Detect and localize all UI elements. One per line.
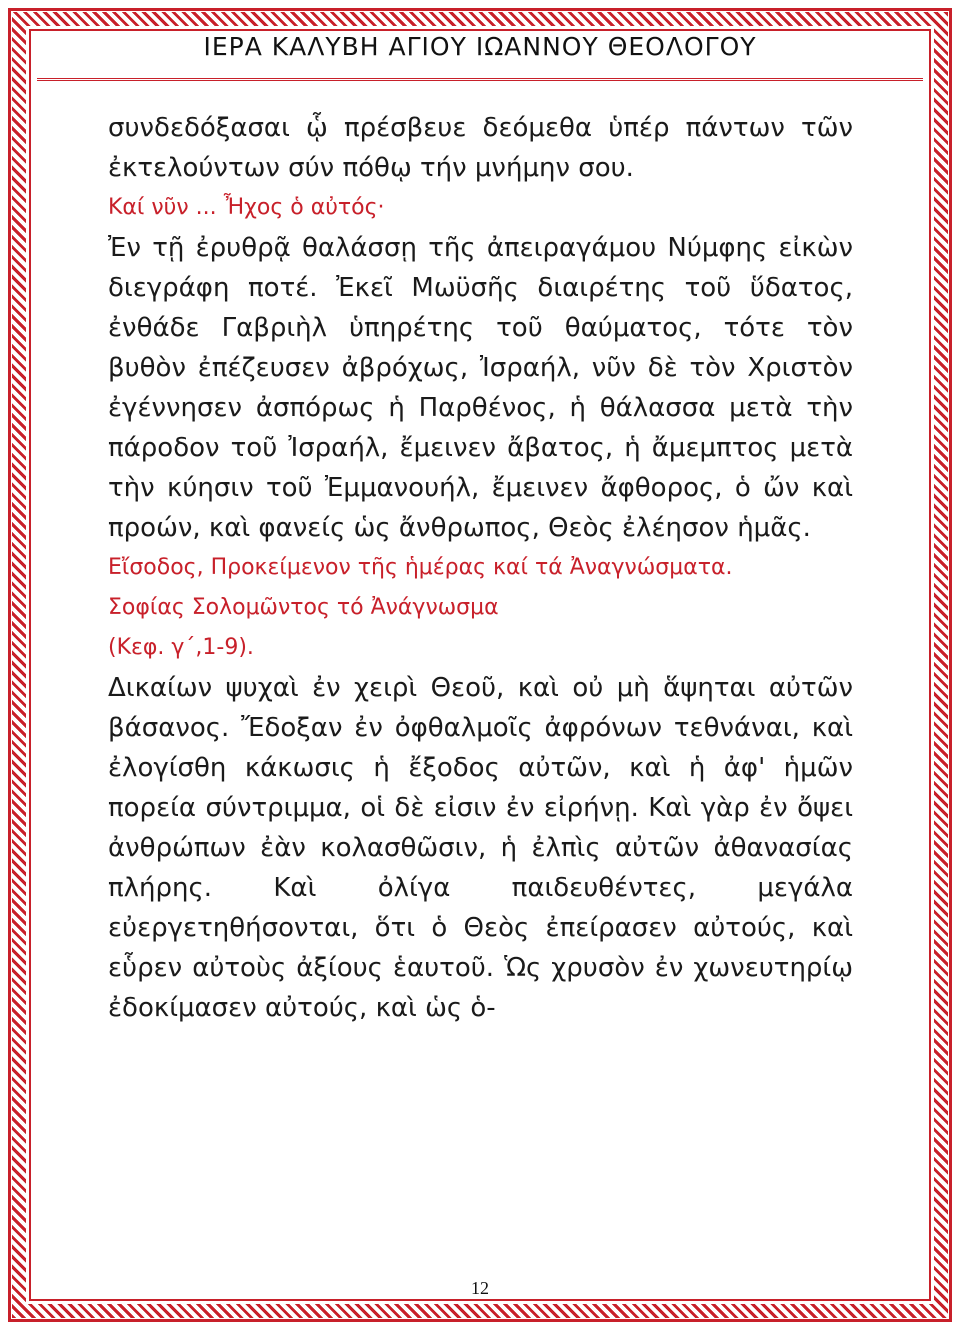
header-divider bbox=[37, 78, 923, 81]
rubric-chapter-reference: (Κεφ. γ΄,1-9). bbox=[108, 635, 254, 660]
paragraph-doxasticon-end: συνδεδόξασαι ᾧ πρέσβευε δεόμεθα ὑπέρ πάντων τῶν ἐκτελούντων σύν πόθῳ τήν μνήμην σου. bbox=[108, 113, 853, 183]
paragraph-theotokion: Ἐν τῇ ἐρυθρᾷ θαλάσσῃ τῆς ἀπειραγάμου Νύμφης εἰκὼν διεγράφη ποτέ. Ἐκεῖ Μωϋσῆς διαιρέτης τοῦ ὕδατος, ἐνθάδε Γαβριὴλ ὑπηρέτης τοῦ θαύματος, τότε τὸν βυθὸν ἐπέζευσεν ἀβρόχως, Ἰσραήλ, νῦν δὲ τὸν Χριστὸν ἐγέννησεν ἀσπόρως ἡ Παρθένος, ἡ θάλασσα μετὰ τὴν πάροδον τοῦ Ἰσραήλ, ἔμεινεν ἄβατος, ἡ ἄμεμπτος μετὰ τὴν κύησιν τοῦ Ἐμμανουήλ, ἔμεινεν ἄφθορος, ὁ ὤν καὶ προών, καὶ φανείς ὡς ἄνθρωπος, Θεὸς ἐλέησον ἡμᾶς. bbox=[108, 233, 853, 543]
text-body bbox=[108, 108, 853, 1028]
running-header: ΙΕΡΑ ΚΑΛΥΒΗ ΑΓΙΟΥ ΙΩΑΝΝΟΥ ΘΕΟΛΟΓΟΥ bbox=[203, 32, 757, 61]
rubric-eisodos: Εἴσοδος, Προκείμενον τῆς ἡμέρας καί τά Ἀναγνώσματα. bbox=[108, 555, 733, 580]
rubric-kai-nyn: Καί νῦν ... Ἦχος ὁ αὐτός· bbox=[108, 195, 385, 220]
page-number: 12 bbox=[471, 1278, 489, 1298]
rubric-reading-title: Σοφίας Σολομῶντος τό Ἀνάγνωσμα bbox=[108, 595, 499, 620]
paragraph-reading: Δικαίων ψυχαὶ ἐν χειρὶ Θεοῦ, καὶ οὐ μὴ ἅψηται αὐτῶν βάσανος. Ἔδοξαν ἐν ὀφθαλμοῖς ἀφρόνων τεθνάναι, καὶ ἐλογίσθη κάκωσις ἡ ἔξοδος αὐτῶν, καὶ ἡ ἀφ' ἡμῶν πορεία σύντριμμα, οἱ δὲ εἰσιν ἐν εἰρήνῃ. Καὶ γὰρ ἐν ὄψει ἀνθρώπων ἐὰν κολασθῶσιν, ἡ ἐλπὶς αὐτῶν ἀθανασίας πλήρης. Καὶ ὀλίγα παιδευθέντες, μεγάλα εὐεργετηθήσονται, ὅτι ὁ Θεὸς ἐπείρασεν αὐτούς, καὶ εὗρεν αὐτοὺς ἀξίους ἑαυτοῦ. Ὡς χρυσὸν ἐν χωνευτηρίῳ ἐδοκίμασεν αὐτούς, καὶ ὡς ὁ- bbox=[108, 673, 853, 1023]
